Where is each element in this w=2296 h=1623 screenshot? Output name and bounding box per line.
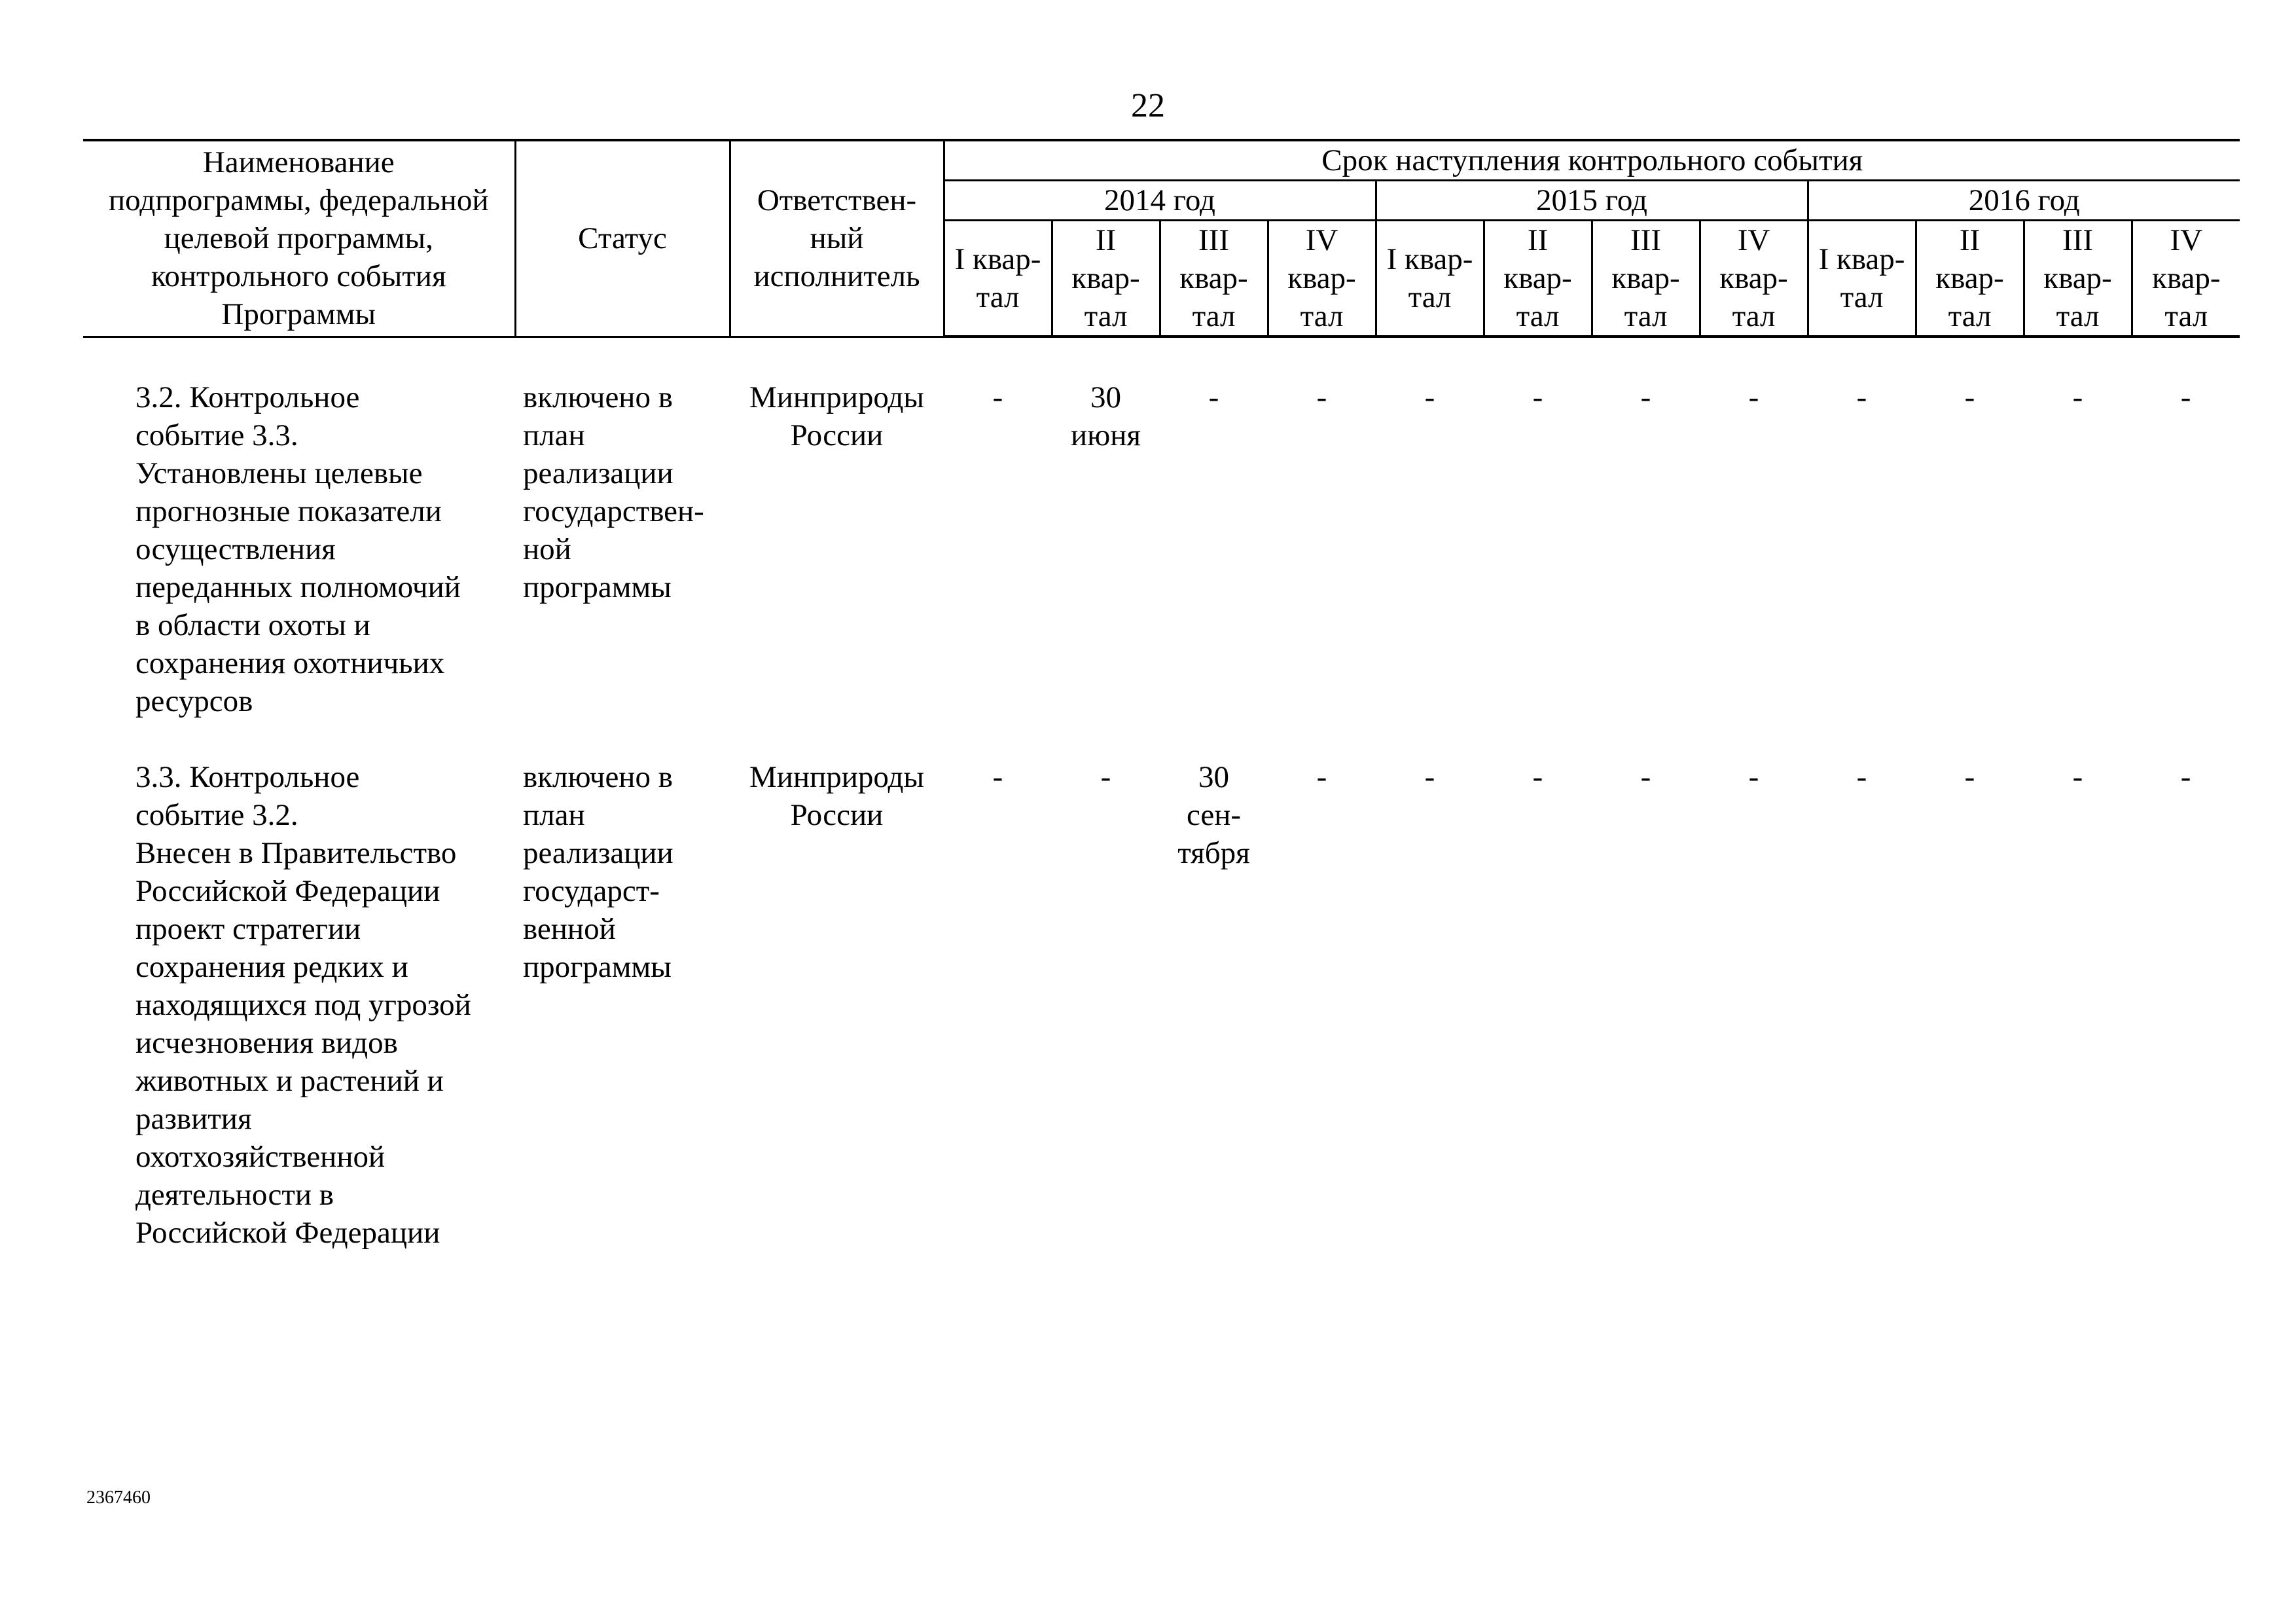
- header-quarter-3: III квар- тал: [2024, 221, 2132, 337]
- quarter-cell-line: -: [2180, 380, 2191, 414]
- event-name-cell-line: событие 3.2.: [135, 798, 298, 832]
- quarter-cell-line: -: [1964, 380, 1975, 414]
- quarter-cell-line: -: [1316, 380, 1327, 414]
- quarter-cell-line: -: [1748, 380, 1759, 414]
- quarter-cell-line: -: [1532, 760, 1543, 794]
- quarter-cell: [1376, 758, 1484, 1252]
- event-name-cell-line: деятельности в: [135, 1178, 334, 1212]
- event-name-cell-line: охотхозяйственной: [135, 1140, 386, 1174]
- quarter-cell-line: июня: [1070, 418, 1141, 452]
- header-name-column: Наименование подпрограммы, федеральной целевой программы, контрольного события Программы: [83, 140, 515, 337]
- quarter-cell-line: -: [1208, 380, 1219, 414]
- quarter-cell: [2132, 378, 2240, 720]
- status-cell-line: государст-: [523, 874, 660, 908]
- executor-cell: [730, 378, 944, 720]
- quarter-cell-line: тября: [1177, 836, 1250, 870]
- quarter-cell-line: -: [1424, 380, 1435, 414]
- event-name-cell-line: развития: [135, 1102, 252, 1136]
- header-status-column: Статус: [515, 140, 730, 337]
- table-row: [83, 378, 2240, 720]
- quarter-cell: [1592, 378, 1700, 720]
- event-name-cell-line: находящихся под угрозой: [135, 988, 471, 1022]
- quarter-cell-line: -: [992, 380, 1003, 414]
- quarter-cell: [1052, 758, 1160, 1252]
- table-body: [83, 337, 2240, 1252]
- event-name-cell-line: в области охоты и: [135, 608, 370, 642]
- header-quarter-3: III квар- тал: [1592, 221, 1700, 337]
- executor-cell: [730, 758, 944, 1252]
- header-quarter-1: I квар- тал: [944, 221, 1052, 337]
- status-cell-line: венной: [523, 912, 616, 946]
- status-cell-line: план: [523, 798, 585, 832]
- event-name-cell-line: Российской Федерации: [135, 874, 440, 908]
- quarter-cell-line: -: [1640, 760, 1651, 794]
- table-row: [83, 758, 2240, 1252]
- status-cell-line: реализации: [523, 836, 673, 870]
- status-cell: [515, 758, 730, 1252]
- quarter-cell: [944, 378, 1052, 720]
- status-cell-line: государствен-: [523, 494, 704, 528]
- status-cell: [515, 378, 730, 720]
- event-name-cell-line: 3.2. Контрольное: [135, 380, 360, 414]
- quarter-cell: [1268, 378, 1376, 720]
- quarter-cell-line: -: [992, 760, 1003, 794]
- status-cell-line: программы: [523, 950, 672, 984]
- executor-cell-line: России: [790, 418, 884, 452]
- header-quarter-4: IV квар- тал: [2132, 221, 2240, 337]
- header-executor-column: Ответствен- ный исполнитель: [730, 140, 944, 337]
- quarter-cell: [1916, 758, 2024, 1252]
- status-cell-line: ной: [523, 532, 571, 566]
- header-quarter-2: II квар- тал: [1484, 221, 1592, 337]
- header-year-2014: 2014 год: [944, 181, 1376, 221]
- quarter-cell: [1160, 758, 1268, 1252]
- event-name-cell-line: Установлены целевые: [135, 456, 423, 490]
- header-quarter-1: I квар- тал: [1376, 221, 1484, 337]
- quarter-cell: [1268, 758, 1376, 1252]
- status-cell-line: программы: [523, 570, 672, 604]
- event-name-cell-line: переданных полномочий: [135, 570, 461, 604]
- control-events-table: [83, 139, 2240, 1252]
- quarter-cell-line: -: [2180, 760, 2191, 794]
- quarter-cell: [1484, 758, 1592, 1252]
- document-id: 2367460: [86, 1487, 151, 1508]
- header-quarter-3: III квар- тал: [1160, 221, 1268, 337]
- quarter-cell: [1160, 378, 1268, 720]
- table-header: [83, 140, 2240, 337]
- header-quarter-1: I квар- тал: [1808, 221, 1916, 337]
- quarter-cell: [1700, 378, 1808, 720]
- quarter-cell-line: -: [1100, 760, 1111, 794]
- quarter-cell-line: -: [1640, 380, 1651, 414]
- quarter-cell-line: 30: [1198, 760, 1229, 794]
- quarter-cell: [1916, 378, 2024, 720]
- header-quarter-4: IV квар- тал: [1268, 221, 1376, 337]
- event-name-cell-line: осуществления: [135, 532, 336, 566]
- header-deadline: Срок наступления контрольного события: [944, 140, 2240, 181]
- quarter-cell: [1700, 758, 1808, 1252]
- event-name-cell-line: 3.3. Контрольное: [135, 760, 360, 794]
- event-name-cell-line: Внесен в Правительство: [135, 836, 457, 870]
- quarter-cell-line: -: [2072, 760, 2083, 794]
- quarter-cell: [1376, 378, 1484, 720]
- page-number: 22: [1131, 87, 1165, 124]
- header-year-2015: 2015 год: [1376, 181, 1808, 221]
- quarter-cell: [1052, 378, 1160, 720]
- executor-cell-line: России: [790, 798, 884, 832]
- event-name-cell: [83, 758, 515, 1252]
- quarter-cell: [2024, 378, 2132, 720]
- quarter-cell-line: -: [1856, 760, 1867, 794]
- event-name-cell-line: проект стратегии: [135, 912, 361, 946]
- event-name-cell-line: исчезновения видов: [135, 1026, 398, 1060]
- executor-cell-line: Минприроды: [749, 760, 925, 794]
- event-name-cell-line: животных и растений и: [135, 1064, 444, 1098]
- quarter-cell-line: -: [1532, 380, 1543, 414]
- event-name-cell: [83, 378, 515, 720]
- header-year-2016: 2016 год: [1808, 181, 2240, 221]
- event-name-cell-line: событие 3.3.: [135, 418, 298, 452]
- quarter-cell-line: -: [1748, 760, 1759, 794]
- quarter-cell: [944, 758, 1052, 1252]
- quarter-cell-line: -: [1856, 380, 1867, 414]
- quarter-cell: [1592, 758, 1700, 1252]
- quarter-cell: [2132, 758, 2240, 1252]
- status-cell-line: реализации: [523, 456, 673, 490]
- event-name-cell-line: Российской Федерации: [135, 1216, 440, 1250]
- header-quarter-2: II квар- тал: [1916, 221, 2024, 337]
- quarter-cell-line: -: [1964, 760, 1975, 794]
- quarter-cell-line: 30: [1090, 380, 1121, 414]
- event-name-cell-line: сохранения редких и: [135, 950, 408, 984]
- quarter-cell-line: -: [1316, 760, 1327, 794]
- event-name-cell-line: прогнозные показатели: [135, 494, 442, 528]
- quarter-cell: [2024, 758, 2132, 1252]
- header-quarter-2: II квар- тал: [1052, 221, 1160, 337]
- quarter-cell: [1484, 378, 1592, 720]
- quarter-cell: [1808, 758, 1916, 1252]
- status-cell-line: включено в: [523, 760, 673, 794]
- status-cell-line: включено в: [523, 380, 673, 414]
- quarter-cell-line: сен-: [1186, 798, 1242, 832]
- status-cell-line: план: [523, 418, 585, 452]
- event-name-cell-line: сохранения охотничьих: [135, 646, 445, 680]
- quarter-cell: [1808, 378, 1916, 720]
- quarter-cell-line: -: [1424, 760, 1435, 794]
- quarter-cell-line: -: [2072, 380, 2083, 414]
- event-name-cell-line: ресурсов: [135, 684, 253, 718]
- executor-cell-line: Минприроды: [749, 380, 925, 414]
- header-quarter-4: IV квар- тал: [1700, 221, 1808, 337]
